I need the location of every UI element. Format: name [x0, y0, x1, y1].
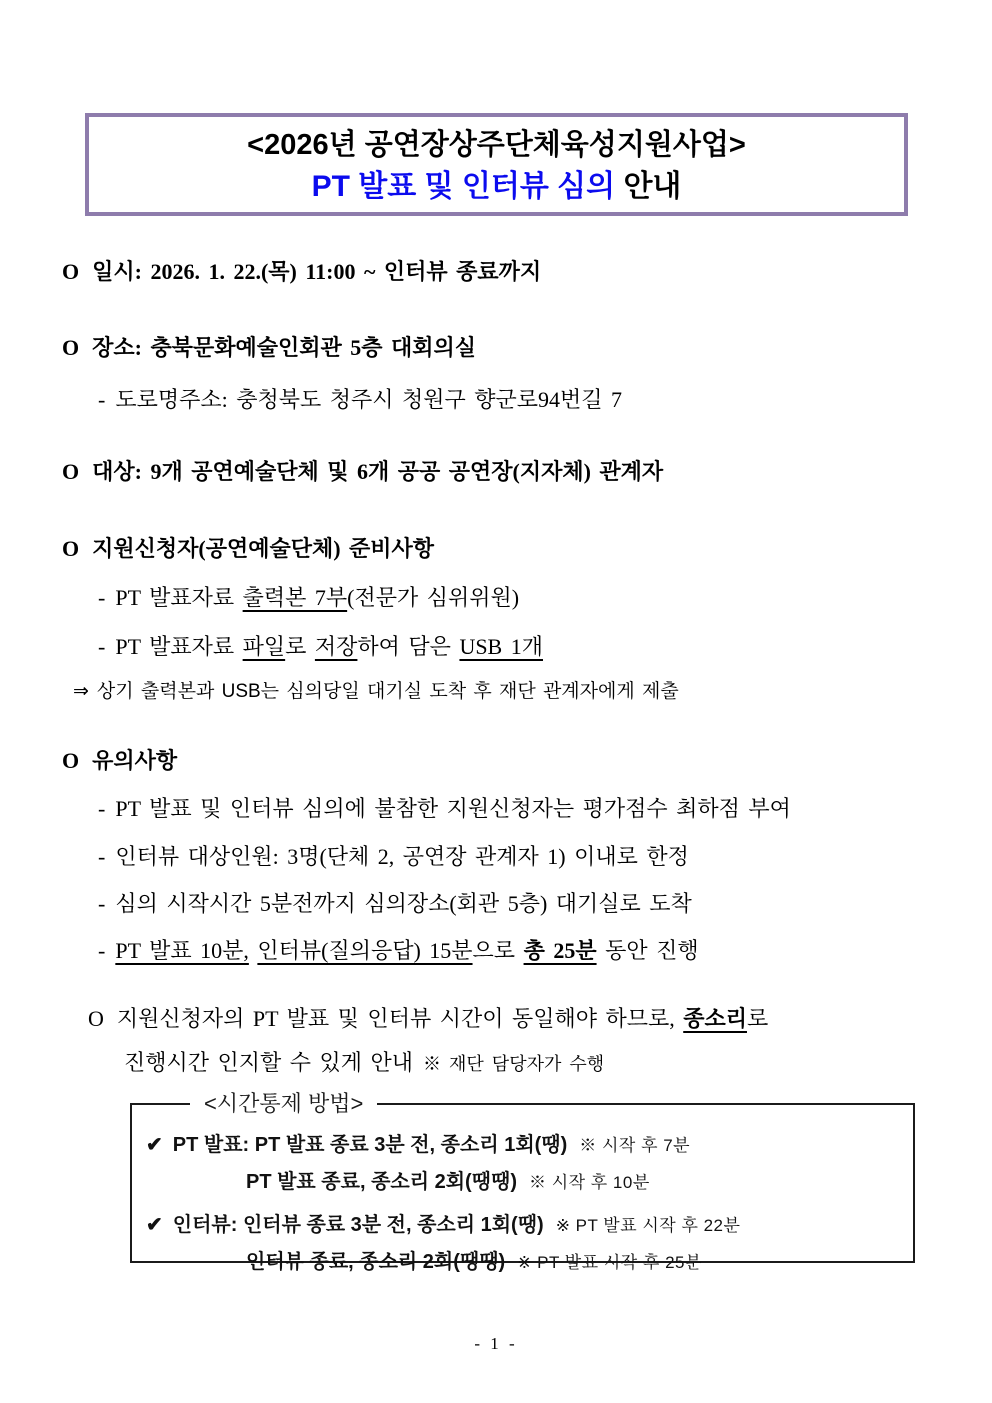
sub-item-prep2	[98, 633, 543, 661]
prep2-u1: 파일	[242, 634, 286, 659]
dash-marker: -	[98, 585, 106, 610]
title-rest-text: 안내	[615, 170, 682, 203]
timebox-row3-note: ※ PT 발표 시작 후 22분	[555, 1216, 741, 1235]
document-title-line2	[89, 166, 904, 208]
timebox-row-pt1	[132, 1127, 913, 1164]
timebox-row-pt2	[132, 1164, 913, 1201]
notice4-strong: 총 25분	[523, 938, 597, 963]
location-label: 장소:	[92, 335, 151, 360]
bullet-item-prep-header	[62, 535, 434, 563]
notice-header-text: 유의사항	[92, 748, 178, 773]
timebox-row4-main: 인터뷰 종료, 종소리 2회(땡땡)	[246, 1251, 506, 1273]
bullet-marker: O	[88, 1006, 104, 1031]
check-icon: ✔	[146, 1214, 163, 1236]
sub-item-prep1	[98, 584, 519, 612]
sub-item-notice3	[98, 890, 692, 918]
target-value: 9개 공연예술단체 및 6개 공공 공연장(지자체) 관계자	[150, 459, 664, 484]
datetime-value: 2026. 1. 22.(목) 11:00 ~ 인터뷰 종료까지	[150, 259, 542, 284]
notice4-u1: PT 발표 10분,	[115, 938, 249, 963]
bullet-item-bell	[88, 1005, 768, 1033]
timebox-row1-note: ※ 시작 후 7분	[579, 1136, 691, 1155]
bell-continued-line	[124, 1049, 604, 1078]
prep1-pre: PT 발표자료	[115, 585, 243, 610]
prep2-m1: 로	[285, 634, 315, 659]
dash-marker: -	[98, 387, 106, 412]
prep2-u2: 저장	[314, 634, 358, 659]
location-value: 충북문화예술인회관 5층 대회의실	[150, 335, 476, 360]
page-number: - 1 -	[474, 1334, 518, 1353]
notice4-m2: 으로	[472, 938, 524, 963]
target-label: 대상:	[92, 459, 151, 484]
datetime-label: 일시:	[92, 259, 151, 284]
address-text: 도로명주소: 충청북도 청주시 청원구 향군로94번길 7	[115, 387, 622, 412]
timebox-row2-main: PT 발표 종료, 종소리 2회(땡땡)	[246, 1171, 517, 1193]
bullet-marker: O	[62, 459, 80, 484]
notice1-text: PT 발표 및 인터뷰 심의에 불참한 지원신청자는 평가점수 최하점 부여	[115, 796, 791, 821]
notice4-post: 동안 진행	[596, 938, 699, 963]
timebox-row-interview1	[132, 1207, 913, 1244]
timebox-row1-main: PT 발표: PT 발표 종료 3분 전, 종소리 1회(땡)	[172, 1134, 568, 1156]
bullet-item-target	[62, 458, 663, 486]
sub-item-address	[98, 386, 622, 414]
time-control-box	[130, 1091, 915, 1273]
bell-line2-text: 진행시간 인지할 수 있게 안내	[124, 1050, 414, 1075]
notice3-text: 심의 시작시간 5분전까지 심의장소(회관 5층) 대기실로 도착	[115, 891, 692, 916]
sub-item-notice2	[98, 843, 689, 871]
bullet-marker: O	[62, 259, 80, 284]
prep2-pre: PT 발표자료	[115, 634, 243, 659]
bullet-marker: O	[62, 335, 80, 360]
timebox-row2-note: ※ 시작 후 10분	[528, 1173, 650, 1192]
sub-item-notice4	[98, 937, 699, 965]
double-arrow-icon: ⇒	[73, 681, 89, 702]
bell-pre: 지원신청자의 PT 발표 및 인터뷰 시간이 동일해야 하므로,	[116, 1006, 684, 1031]
check-icon: ✔	[146, 1134, 163, 1156]
dash-marker: -	[98, 938, 106, 963]
timebox-row3-main: 인터뷰: 인터뷰 종료 3분 전, 종소리 1회(땡)	[172, 1214, 544, 1236]
prep1-post: (전문가 심위위원)	[347, 585, 520, 610]
prep1-underlined: 출력본 7부	[242, 585, 348, 610]
prep2-m2: 하여 담은	[357, 634, 460, 659]
prep2-u3: USB 1개	[459, 634, 543, 659]
bullet-marker: O	[62, 536, 80, 561]
submit-note	[73, 678, 679, 706]
dash-marker: -	[98, 634, 106, 659]
timebox-row-interview2	[132, 1244, 913, 1281]
notice2-text: 인터뷰 대상인원: 3명(단체 2, 공연장 관계자 1) 이내로 한정	[115, 844, 689, 869]
bullet-item-notice-header	[62, 747, 177, 775]
bell-reference-note: ※ 재단 담당자가 수행	[423, 1054, 605, 1074]
dash-marker: -	[98, 796, 106, 821]
bullet-item-location	[62, 334, 476, 362]
timebox-row4-note: ※ PT 발표 시작 후 25분	[517, 1253, 702, 1272]
submit-note-text: 상기 출력본과 USB는 심의당일 대기실 도착 후 재단 관계자에게 제출	[96, 681, 679, 702]
prep-header-text: 지원신청자(공연예술단체) 준비사항	[92, 536, 435, 561]
bullet-marker: O	[62, 748, 80, 773]
bell-post: 로	[746, 1006, 769, 1031]
notice4-u2: 인터뷰(질의응답) 15분	[257, 938, 473, 963]
time-control-box-legend: <시간통제 방법>	[190, 1090, 377, 1118]
bell-strong: 종소리	[683, 1006, 747, 1031]
bullet-item-datetime	[62, 258, 541, 286]
document-title-line1: <2026년 공연장상주단체육성지원사업>	[247, 129, 746, 161]
dash-marker: -	[98, 844, 106, 869]
dash-marker: -	[98, 891, 106, 916]
title-box	[85, 113, 908, 216]
title-highlight-text: PT 발표 및 인터뷰 심의	[311, 170, 616, 203]
sub-item-notice1	[98, 795, 791, 823]
